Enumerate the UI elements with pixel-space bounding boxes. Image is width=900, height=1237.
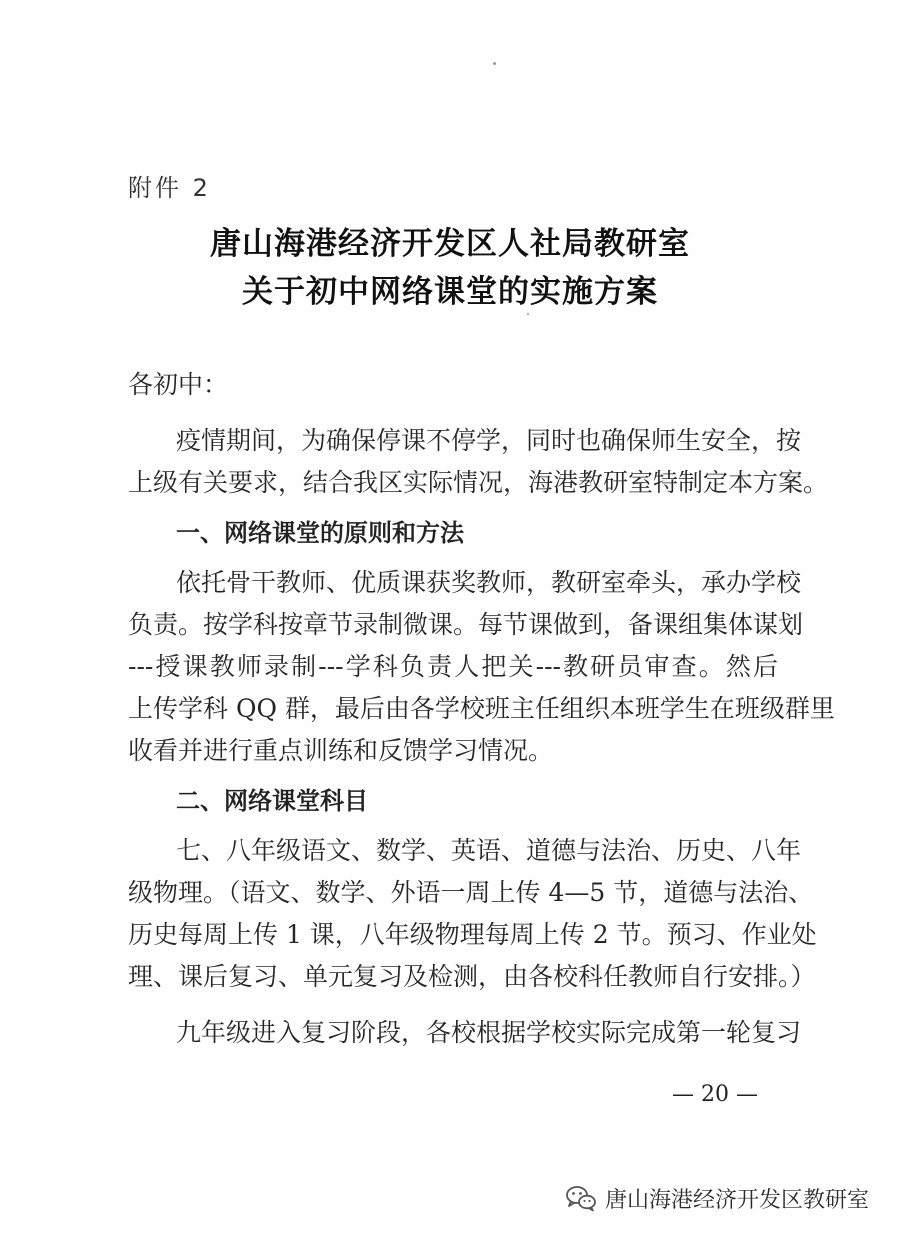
section-heading: 一、网络课堂的原则和方法 <box>176 519 464 547</box>
watermark <box>565 1180 869 1216</box>
watermark-text: 唐山海港经济开发区教研室 <box>605 1187 870 1213</box>
paragraph-line: 上级有关要求，结合我区实际情况，海港教研室特制定本方案。 <box>128 468 829 497</box>
paragraph-line: 历史每周上传 1 课，八年级物理每周上传 2 节。预习、作业处 <box>128 920 817 949</box>
paragraph-line: 负责。按学科按章节录制微课。每节课做到，备课组集体谋划 <box>128 610 804 639</box>
document-title-line-2: 关于初中网络课堂的实施方案 <box>242 274 658 310</box>
paragraph-line: 九年级进入复习阶段，各校根据学校实际完成第一轮复习 <box>176 1018 802 1047</box>
wechat-icon <box>565 1184 597 1212</box>
paragraph-line: 依托骨干教师、优质课获奖教师，教研室牵头，承办学校 <box>176 568 802 597</box>
section-heading: 二、网络课堂科目 <box>176 787 368 815</box>
paragraph-line: 理、课后复习、单元复习及检测，由各校科任教师自行安排。） <box>128 962 816 991</box>
document-title-line-1: 唐山海港经济开发区人社局教研室 <box>210 226 690 262</box>
scan-speck <box>527 313 529 315</box>
attachment-label: 附件 2 <box>128 174 211 202</box>
paragraph-line: ---授课教师录制---学科负责人把关---教研员审查。然后 <box>128 652 778 681</box>
paragraph-line: 级物理。（语文、数学、外语一周上传 4—5 节，道德与法治、 <box>128 878 814 907</box>
scan-speck <box>493 62 496 65</box>
page-number: — 20 — <box>672 1082 758 1107</box>
paragraph-line: 疫情期间，为确保停课不停学，同时也确保师生安全，按 <box>176 426 802 455</box>
paragraph-line: 上传学科 QQ 群，最后由各学校班主任组织本班学生在班级群里 <box>128 694 835 723</box>
salutation: 各初中： <box>128 370 229 399</box>
paragraph-line: 七、八年级语文、数学、英语、道德与法治、历史、八年 <box>176 836 802 865</box>
paragraph-line: 收看并进行重点训练和反馈学习情况。 <box>128 736 554 765</box>
